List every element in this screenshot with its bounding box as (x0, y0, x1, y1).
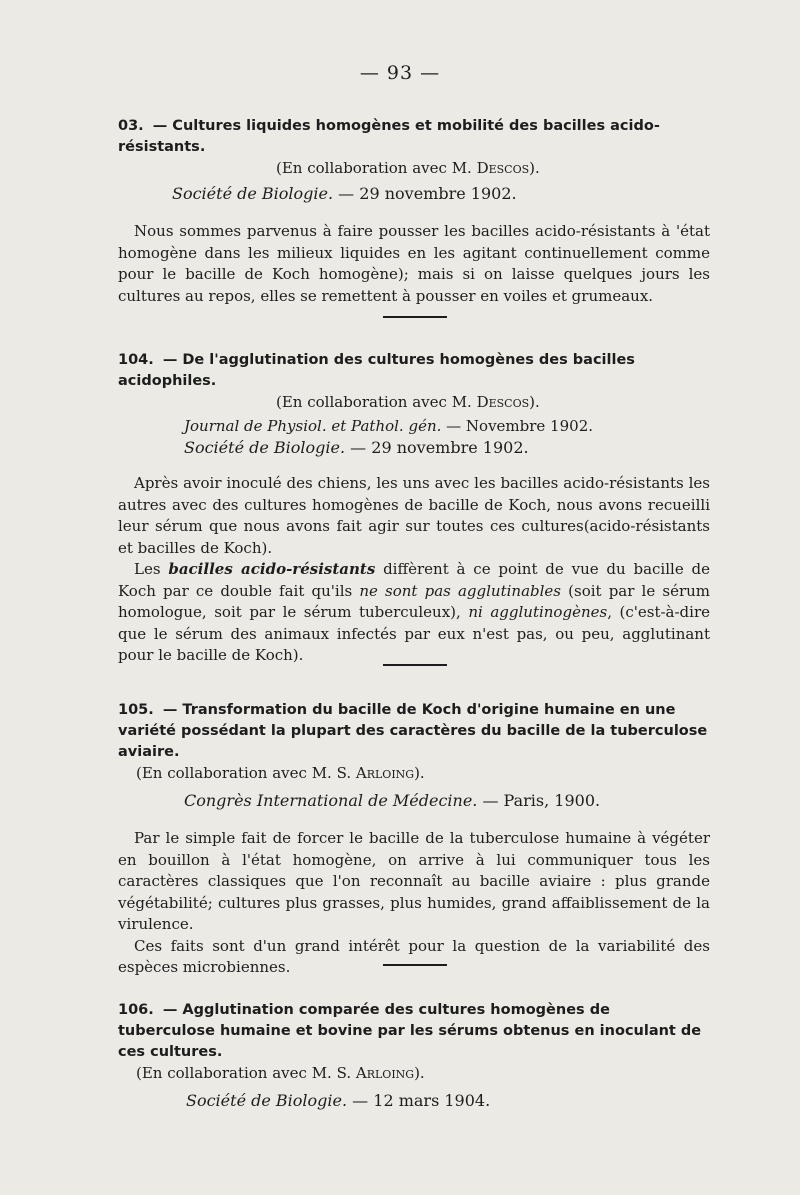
entry-105 (118, 700, 710, 979)
source-journal: Congrès International de Médecine. (184, 791, 478, 810)
source-line-2 (118, 437, 710, 459)
collab-name: Descos (476, 159, 530, 177)
entry-title: — Agglutination comparée des cultures homogènes de tuberculose humaine et bovine par les sérums obtenus en inoculant de ces cultures. (118, 1002, 702, 1060)
collaboration-line (118, 763, 710, 784)
collab-prefix: (En collaboration avec M. (276, 159, 477, 177)
source-date: — 29 novembre 1902. (345, 438, 529, 457)
entry-title: — De l'agglutination des cultures homogènes des bacilles acidophiles. (118, 352, 635, 389)
paragraph: Ces faits sont d'un grand intérêt pour la question de la variabilité des espèces microbiennes. (118, 936, 710, 976)
source-line (118, 183, 710, 205)
page-number: — 93 — (359, 62, 441, 84)
collab-suffix: ). (414, 1064, 425, 1082)
source-journal: Société de Biologie. (186, 1091, 348, 1110)
collab-suffix: ). (529, 159, 540, 177)
collab-suffix: ). (414, 764, 425, 782)
entry-body (118, 221, 710, 307)
paragraph: Les bacilles acido-résistants diffèrent à ce point de vue du bacille de Koch par ce double fait qu'ils ne sont pas agglutinables (soit par le sérum homologue, soit par le sérum tuberculeux), ni agglutinogènes, (c'est-à-dire que le sérum des animaux infectés par eux n'est pas, ou peu, agglutinant pour le bacille de Koch). (118, 560, 711, 664)
entry-number: 104. (118, 352, 154, 368)
entry-title: — Transformation du bacille de Koch d'origine humaine en une variété possédant la plupart des caractères du bacille de la tuberculose aviaire. (118, 702, 708, 760)
section-divider (383, 316, 447, 318)
collab-prefix: (En collaboration avec M. (276, 393, 477, 411)
source-journal: Société de Biologie. (184, 438, 346, 457)
source-line (118, 790, 710, 812)
paragraph: Nous sommes parvenus à faire pousser les bacilles acido-résistants à 'état homogène dans les milieux liquides en les agitant continuellement comme pour le bacille de Koch homogène); mais si on laisse quelques jours les cultures au repos, elles se remettent à pousser en voiles et grumeaux. (118, 222, 710, 305)
collaboration-line (118, 158, 710, 179)
entry-106 (118, 1000, 710, 1112)
entry-title: — Cultures liquides homogènes et mobilité des bacilles acido-résistants. (118, 118, 660, 155)
source-date: — 12 mars 1904. (347, 1091, 491, 1110)
source-line (118, 1090, 710, 1112)
section-divider (383, 664, 447, 666)
entry-number: 106. (118, 1002, 154, 1018)
source-journal: Journal de Physiol. et Pathol. gén. (184, 417, 442, 435)
entry-number: 105. (118, 702, 154, 718)
entry-heading (118, 350, 710, 392)
source-date: — 29 novembre 1902. (333, 184, 517, 203)
collaboration-line (118, 1063, 710, 1084)
source-date: — Paris, 1900. (477, 791, 601, 810)
collab-name: Arloing (355, 764, 415, 782)
collab-prefix: (En collaboration avec M. S. (136, 764, 356, 782)
entry-103 (118, 116, 710, 307)
entry-body (118, 828, 710, 979)
collaboration-line (118, 392, 710, 413)
source-line-1 (118, 415, 710, 437)
entry-heading (118, 700, 710, 763)
paragraph: Par le simple fait de forcer le bacille de la tuberculose humaine à végéter en bouillon à l'état homogène, on arrive à lui communiquer tous les caractères classiques que l'on reconnaît au bacille aviaire : plus grande végétabilité; cultures plus grasses, plus humides, grand affaiblissement de la virulence. (118, 829, 710, 933)
entry-body (118, 473, 710, 667)
entry-heading (118, 116, 710, 158)
entry-104 (118, 350, 710, 667)
section-divider (383, 964, 447, 966)
entry-number: 03. (118, 118, 144, 134)
source-journal: Société de Biologie. (172, 184, 334, 203)
source-date: — Novembre 1902. (441, 417, 594, 435)
collab-name: Descos (476, 393, 530, 411)
collab-suffix: ). (529, 393, 540, 411)
collab-name: Arloing (355, 1064, 415, 1082)
collab-prefix: (En collaboration avec M. S. (136, 1064, 356, 1082)
paragraph: Après avoir inoculé des chiens, les uns avec les bacilles acido-résistants les autres avec des cultures homogènes de bacille de Koch, nous avons recueilli leur sérum que nous avons fait agir sur toutes ces cultures(acido-résistants et bacilles de Koch). (118, 474, 710, 557)
entry-heading (118, 1000, 710, 1063)
